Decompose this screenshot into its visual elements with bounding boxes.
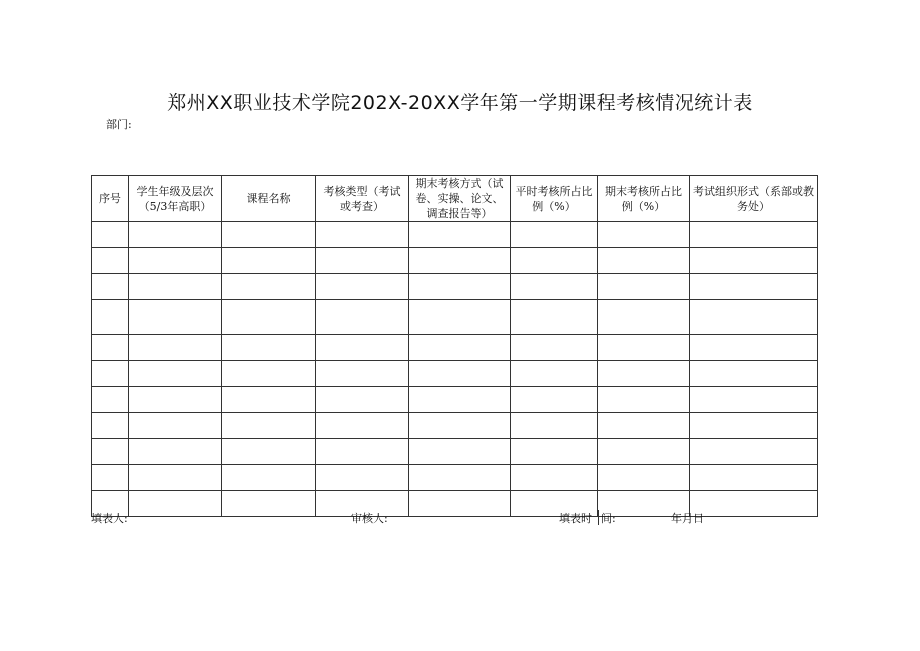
table-cell[interactable] [222,222,316,248]
table-cell[interactable] [690,361,818,387]
table-cell[interactable] [92,439,129,465]
fill-time-label: 填表时 [559,512,592,525]
header-course-name: 课程名称 [222,176,316,222]
fill-time-colon: 间: [598,510,616,525]
header-assessment-type: 考核类型（考试或考查） [316,176,409,222]
table-row [92,248,818,274]
table-cell[interactable] [511,274,598,300]
table-cell[interactable] [511,439,598,465]
header-regular-ratio: 平时考核所占比例（%） [511,176,598,222]
table-cell[interactable] [598,248,690,274]
table-cell[interactable] [511,335,598,361]
date-label: 年月日 [671,512,704,525]
table-cell[interactable] [598,465,690,491]
table-row [92,222,818,248]
table-cell[interactable] [316,274,409,300]
table-row [92,491,818,517]
table-cell[interactable] [598,413,690,439]
table-cell[interactable] [129,413,222,439]
table-cell[interactable] [92,300,129,335]
table-cell[interactable] [222,248,316,274]
table-cell[interactable] [129,387,222,413]
table-cell[interactable] [690,335,818,361]
table-cell[interactable] [690,274,818,300]
table-cell[interactable] [222,491,316,517]
table-cell[interactable] [409,222,511,248]
table-cell[interactable] [129,248,222,274]
header-exam-organizer: 考试组织形式（系部或教务处） [690,176,818,222]
table-row [92,439,818,465]
course-assessment-table [91,175,818,517]
table-cell[interactable] [92,361,129,387]
table-cell[interactable] [222,387,316,413]
header-grade-level: 学生年级及层次（5/3年高职） [129,176,222,222]
table-cell[interactable] [511,413,598,439]
table-cell[interactable] [92,248,129,274]
table-cell[interactable] [316,248,409,274]
filler-label: 填表人: [91,512,128,525]
table-cell[interactable] [129,361,222,387]
table-cell[interactable] [690,465,818,491]
table-cell[interactable] [511,465,598,491]
table-cell[interactable] [316,335,409,361]
table-cell[interactable] [598,387,690,413]
table-cell[interactable] [222,361,316,387]
table-cell[interactable] [92,335,129,361]
table-cell[interactable] [129,335,222,361]
table-cell[interactable] [409,387,511,413]
table-cell[interactable] [511,222,598,248]
table-cell[interactable] [316,413,409,439]
table-cell[interactable] [511,361,598,387]
table-cell[interactable] [511,248,598,274]
table-header-row [92,176,818,222]
table-cell[interactable] [222,465,316,491]
table-cell[interactable] [598,361,690,387]
table-cell[interactable] [690,387,818,413]
header-serial: 序号 [92,176,129,222]
table-cell[interactable] [129,274,222,300]
table-cell[interactable] [511,387,598,413]
table-row [92,300,818,335]
header-final-method: 期末考核方式（试卷、实操、论文、调查报告等） [409,176,511,222]
table-cell[interactable] [409,300,511,335]
table-cell[interactable] [129,300,222,335]
table-cell[interactable] [222,300,316,335]
table-cell[interactable] [222,274,316,300]
table-cell[interactable] [690,491,818,517]
table-cell[interactable] [409,491,511,517]
table-cell[interactable] [409,248,511,274]
table-row [92,274,818,300]
table-cell[interactable] [129,439,222,465]
table-cell[interactable] [316,439,409,465]
table-cell[interactable] [129,491,222,517]
table-cell[interactable] [222,413,316,439]
table-cell[interactable] [129,222,222,248]
table-cell[interactable] [222,439,316,465]
table-cell[interactable] [316,300,409,335]
table-cell[interactable] [690,439,818,465]
table-cell[interactable] [690,248,818,274]
table-cell[interactable] [409,335,511,361]
table-row [92,335,818,361]
table-cell[interactable] [511,300,598,335]
table-cell[interactable] [316,222,409,248]
table-cell[interactable] [92,222,129,248]
form-title: 郑州XX职业技术学院202X-20XX学年第一学期课程考核情况统计表 [167,92,753,114]
table-cell[interactable] [598,439,690,465]
reviewer-label: 审核人: [351,512,388,525]
table-cell[interactable] [690,222,818,248]
table-cell[interactable] [598,300,690,335]
table-cell[interactable] [92,274,129,300]
table-cell[interactable] [409,439,511,465]
table-cell[interactable] [92,387,129,413]
table-cell[interactable] [409,465,511,491]
table-row [92,465,818,491]
table-cell[interactable] [690,413,818,439]
department-label: 部门: [106,118,132,131]
table-cell[interactable] [598,222,690,248]
table-cell[interactable] [316,387,409,413]
table-cell[interactable] [316,361,409,387]
table-cell[interactable] [222,335,316,361]
table-cell[interactable] [92,413,129,439]
table-cell[interactable] [690,300,818,335]
table-cell[interactable] [316,465,409,491]
header-final-ratio: 期末考核所占比例（%） [598,176,690,222]
table-row [92,361,818,387]
table-cell[interactable] [92,465,129,491]
table-cell[interactable] [409,413,511,439]
table-row [92,413,818,439]
table-cell[interactable] [598,335,690,361]
table-cell[interactable] [129,465,222,491]
table-cell[interactable] [598,274,690,300]
table-cell[interactable] [409,274,511,300]
table-cell[interactable] [409,361,511,387]
table-row [92,387,818,413]
